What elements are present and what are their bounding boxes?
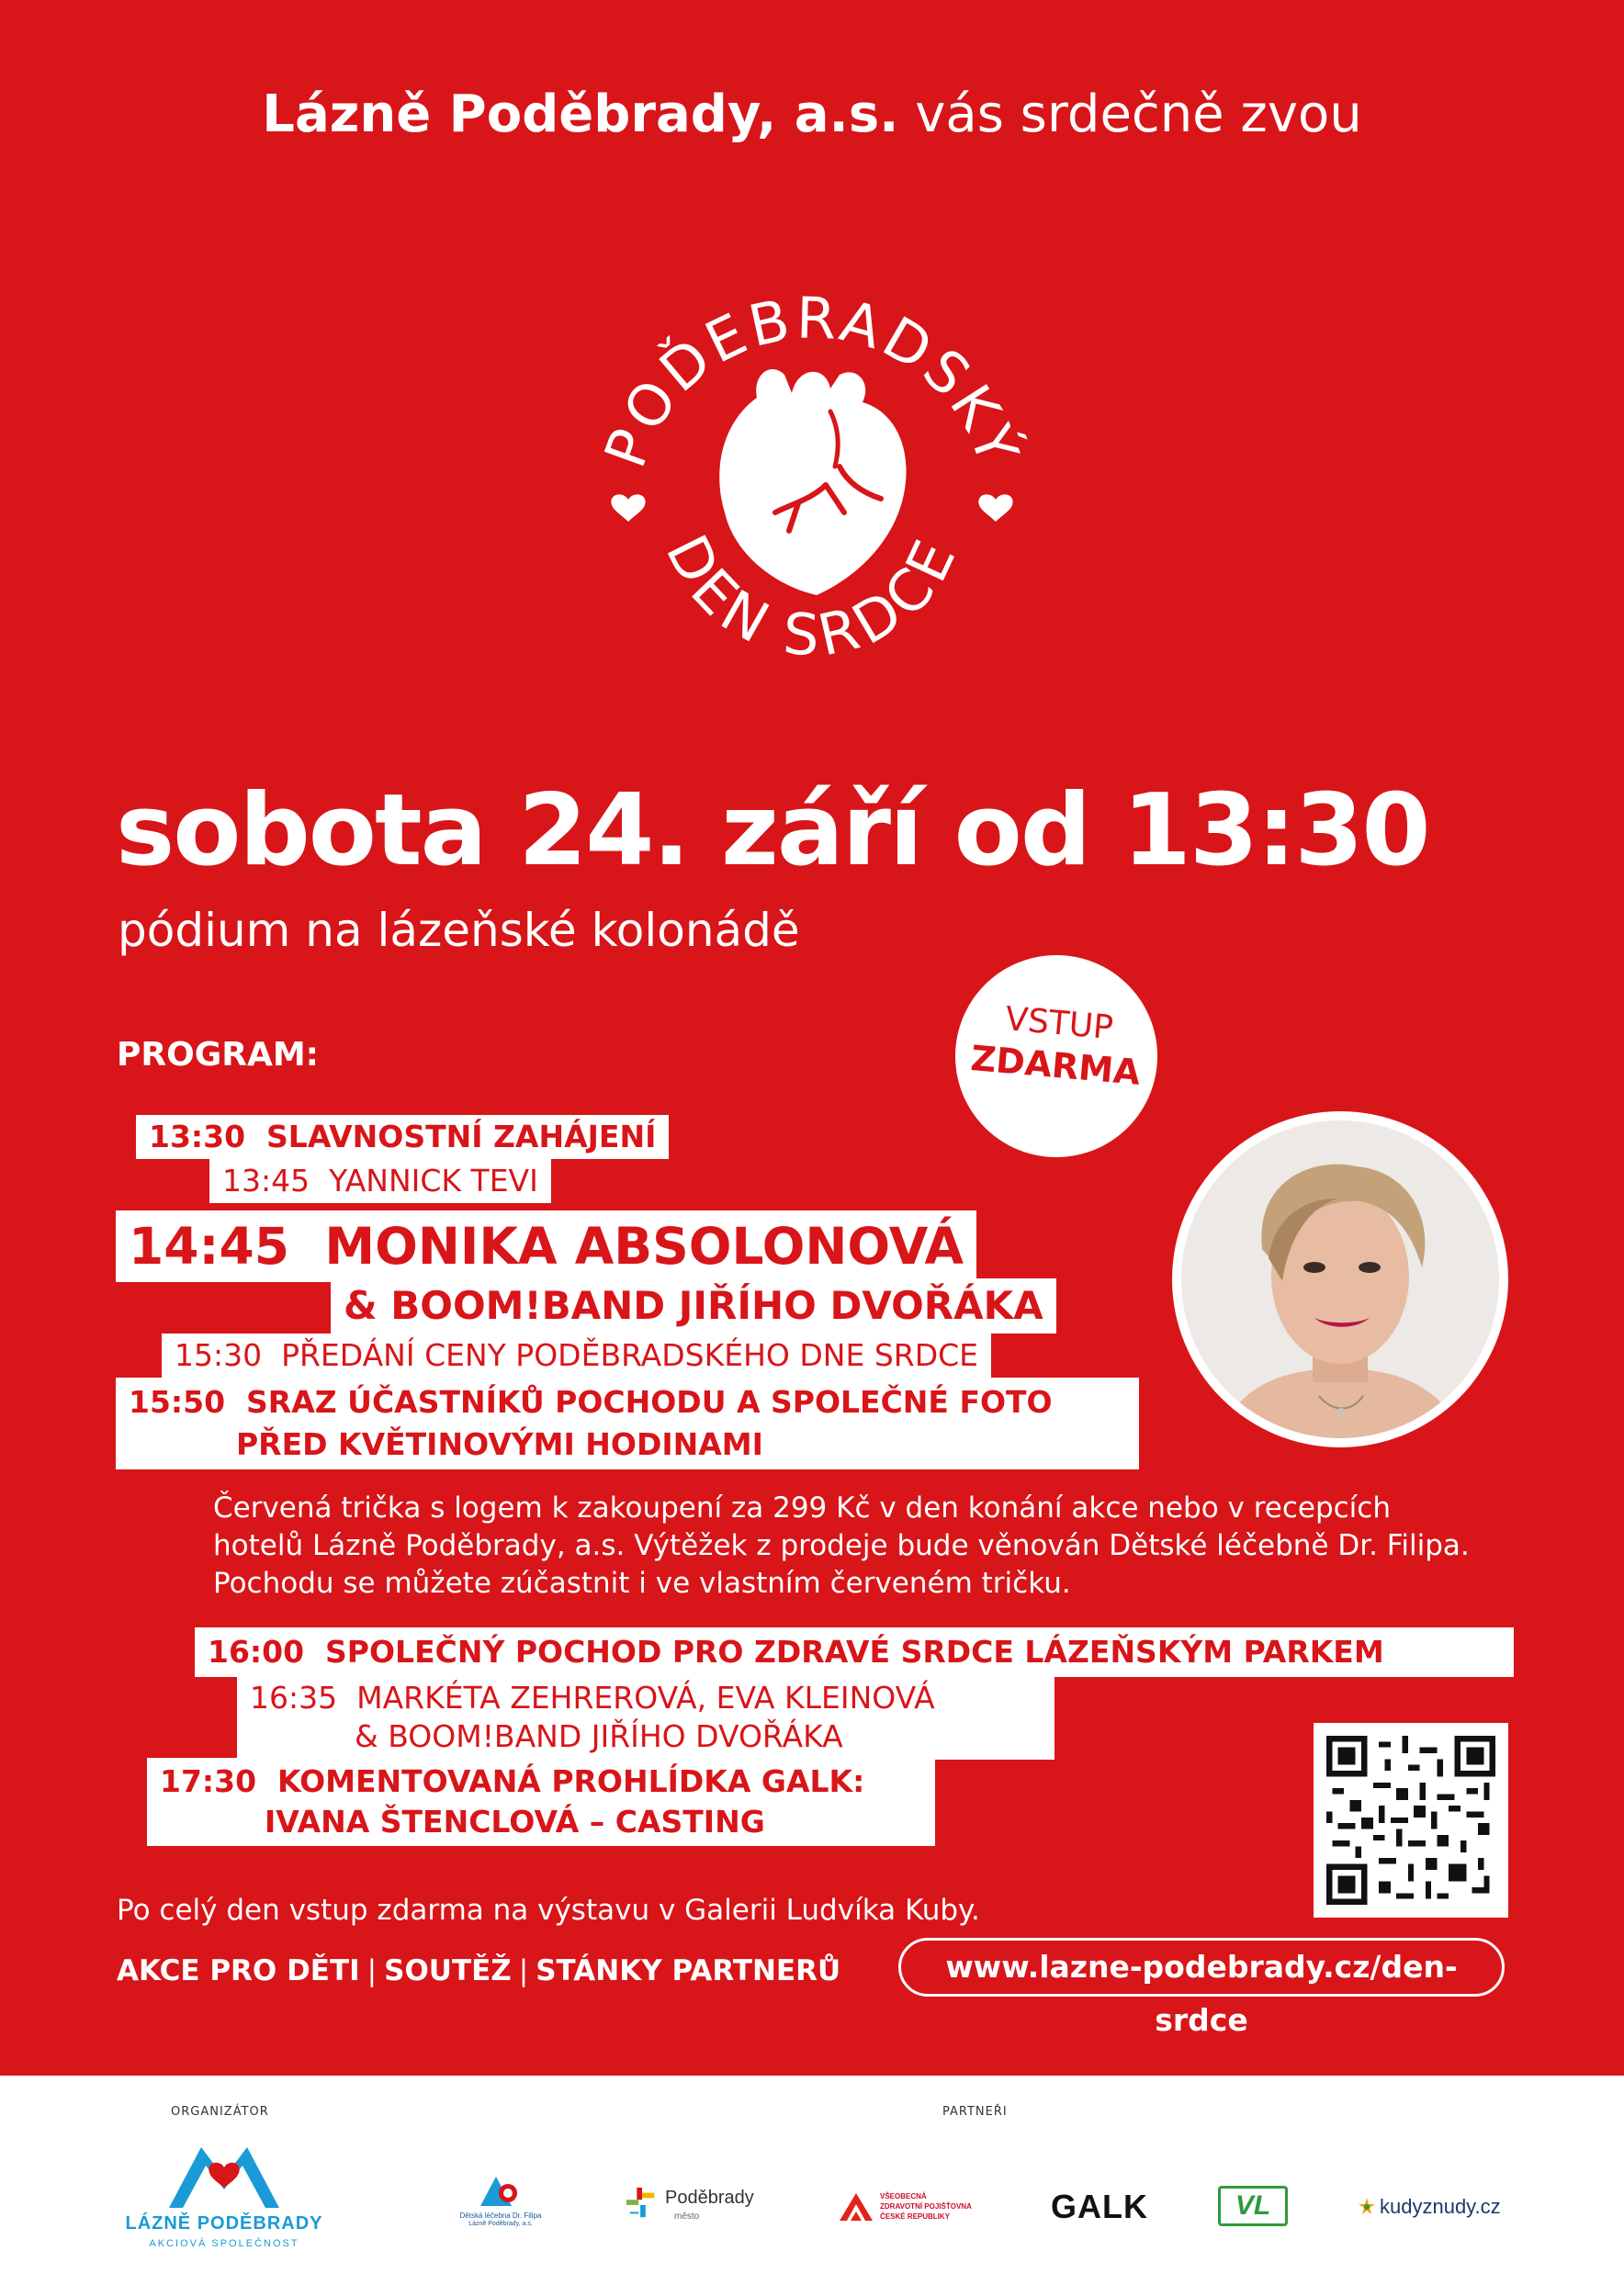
- partner-5-name: VL: [1235, 2190, 1271, 2221]
- tshirt-note: Červená trička s logem k zakoupení za 299 Kč v den konání akce nebo v recepcích hotelů Lázně Poděbrady, a.s. Výtěžek z prodeje bude věnován Dětské léčebně Dr. Filipa. Pochodu se můžete zúčastnit i ve vlastním červeném tričku.: [213, 1491, 1470, 1600]
- program-heading: PROGRAM:: [117, 1036, 320, 1074]
- organizer-logo[interactable]: [114, 2136, 334, 2249]
- vzp-logo-icon: [838, 2189, 874, 2223]
- free-entry-line2: ZDARMA: [969, 1037, 1143, 1093]
- program-item: 15:30 PŘEDÁNÍ CENY PODĚBRADSKÉHO DNE SRDCE: [162, 1334, 991, 1378]
- organizer-logo-sub: AKCIOVÁ SPOLEČNOST: [149, 2238, 299, 2249]
- partner-logo-galk[interactable]: GALK: [1051, 2188, 1148, 2225]
- event-url-link[interactable]: www.lazne-podebrady.cz/den-srdce: [898, 1938, 1505, 1997]
- gallery-note: Po celý den vstup zdarma na výstavu v Galerii Ludvíka Kuby.: [117, 1894, 980, 1927]
- program-item: 15:50 SRAZ ÚČASTNÍKŮ POCHODU A SPOLEČNÉ FOTO PŘED KVĚTINOVÝMI HODINAMI: [116, 1378, 1139, 1469]
- free-entry-badge: [947, 947, 1166, 1165]
- heart-icon: [611, 494, 645, 522]
- event-date: sobota 24. září od 13:30: [116, 773, 1429, 888]
- partner-6-name: kudyznudy.cz: [1380, 2195, 1501, 2218]
- program-item: 16:00 SPOLEČNÝ POCHOD PRO ZDRAVÉ SRDCE LÁZEŇSKÝM PARKEM: [195, 1627, 1514, 1677]
- separator: |: [367, 1954, 378, 1987]
- separator: |: [518, 1954, 529, 1987]
- organizer-label: ORGANIZÁTOR: [171, 2105, 269, 2119]
- performer-photo: [1172, 1111, 1508, 1447]
- organizer-logo-name: LÁZNĚ PODĚBRADY: [125, 2213, 323, 2234]
- partner-2-name: Poděbrady: [665, 2188, 754, 2208]
- qr-code-image: [1326, 1736, 1495, 1905]
- free-entry-line1: VSTUP: [1003, 1000, 1115, 1048]
- program-item: 13:30 SLAVNOSTNÍ ZAHÁJENÍ: [136, 1115, 669, 1159]
- den-srdce-logo: [564, 237, 1060, 733]
- side-activities: [117, 1954, 840, 1987]
- star-icon: [1358, 2197, 1376, 2215]
- invite-text: vás srdečně zvou: [915, 84, 1362, 144]
- partner-3-line2: ZDRAVOTNÍ POJIŠŤOVNA: [880, 2202, 972, 2211]
- partner-3-line1: VŠEOBECNÁ: [880, 2192, 927, 2200]
- program-item: 17:30 KOMENTOVANÁ PROHLÍDKA GALK: IVANA ŠTENCLOVÁ – CASTING: [147, 1758, 935, 1846]
- lazne-podebrady-logo-icon: [114, 2136, 334, 2210]
- program-item: 16:35 MARKÉTA ZEHREROVÁ, EVA KLEINOVÁ & BOOM!BAND JIŘÍHO DVOŘÁKA: [237, 1675, 1054, 1760]
- partner-logo-vzp[interactable]: [838, 2189, 985, 2226]
- logo-top-text: POĎEBRADSKÝ: [591, 284, 1033, 476]
- partner-logo-childrens-sanatorium[interactable]: [450, 2171, 551, 2227]
- partner-logo-kudyznudy[interactable]: [1358, 2193, 1514, 2226]
- partner-2-sub: město: [674, 2212, 700, 2222]
- organizer-name: Lázně Poděbrady, a.s.: [262, 84, 899, 144]
- partner-1-name: Dětská léčebna Dr. Filipa: [459, 2212, 542, 2220]
- heart-icon: [978, 494, 1012, 522]
- city-flag-icon: [625, 2186, 660, 2221]
- invitation-line: [0, 84, 1624, 144]
- partner-logo-podebrady-city[interactable]: [625, 2186, 772, 2232]
- partner-3-line3: ČESKÉ REPUBLIKY: [880, 2212, 951, 2221]
- sanatorium-logo-icon: [473, 2171, 528, 2208]
- partner-1-sub: Lázně Poděbrady, a.s.: [468, 2221, 533, 2227]
- qr-code[interactable]: [1314, 1723, 1508, 1918]
- activity-kids: AKCE PRO DĚTI: [117, 1954, 360, 1987]
- anatomical-heart-icon: [719, 369, 906, 595]
- partners-label: PARTNEŘI: [942, 2105, 1008, 2119]
- event-venue: pódium na lázeňské kolonádě: [118, 904, 800, 957]
- footer: [0, 2076, 1624, 2296]
- activity-contest: SOUTĚŽ: [384, 1954, 512, 1987]
- program-item-headliner-sub: & BOOM!BAND JIŘÍHO DVOŘÁKA: [331, 1278, 1056, 1334]
- portrait-image: [1181, 1120, 1499, 1438]
- activity-stands: STÁNKY PARTNERŮ: [536, 1954, 841, 1987]
- program-item-headliner: 14:45 MONIKA ABSOLONOVÁ: [116, 1210, 976, 1282]
- program-item: 13:45 YANNICK TEVI: [209, 1159, 551, 1203]
- logo-bottom-text: DEN SRDCE: [652, 524, 971, 670]
- partner-logo-vl[interactable]: [1218, 2186, 1288, 2226]
